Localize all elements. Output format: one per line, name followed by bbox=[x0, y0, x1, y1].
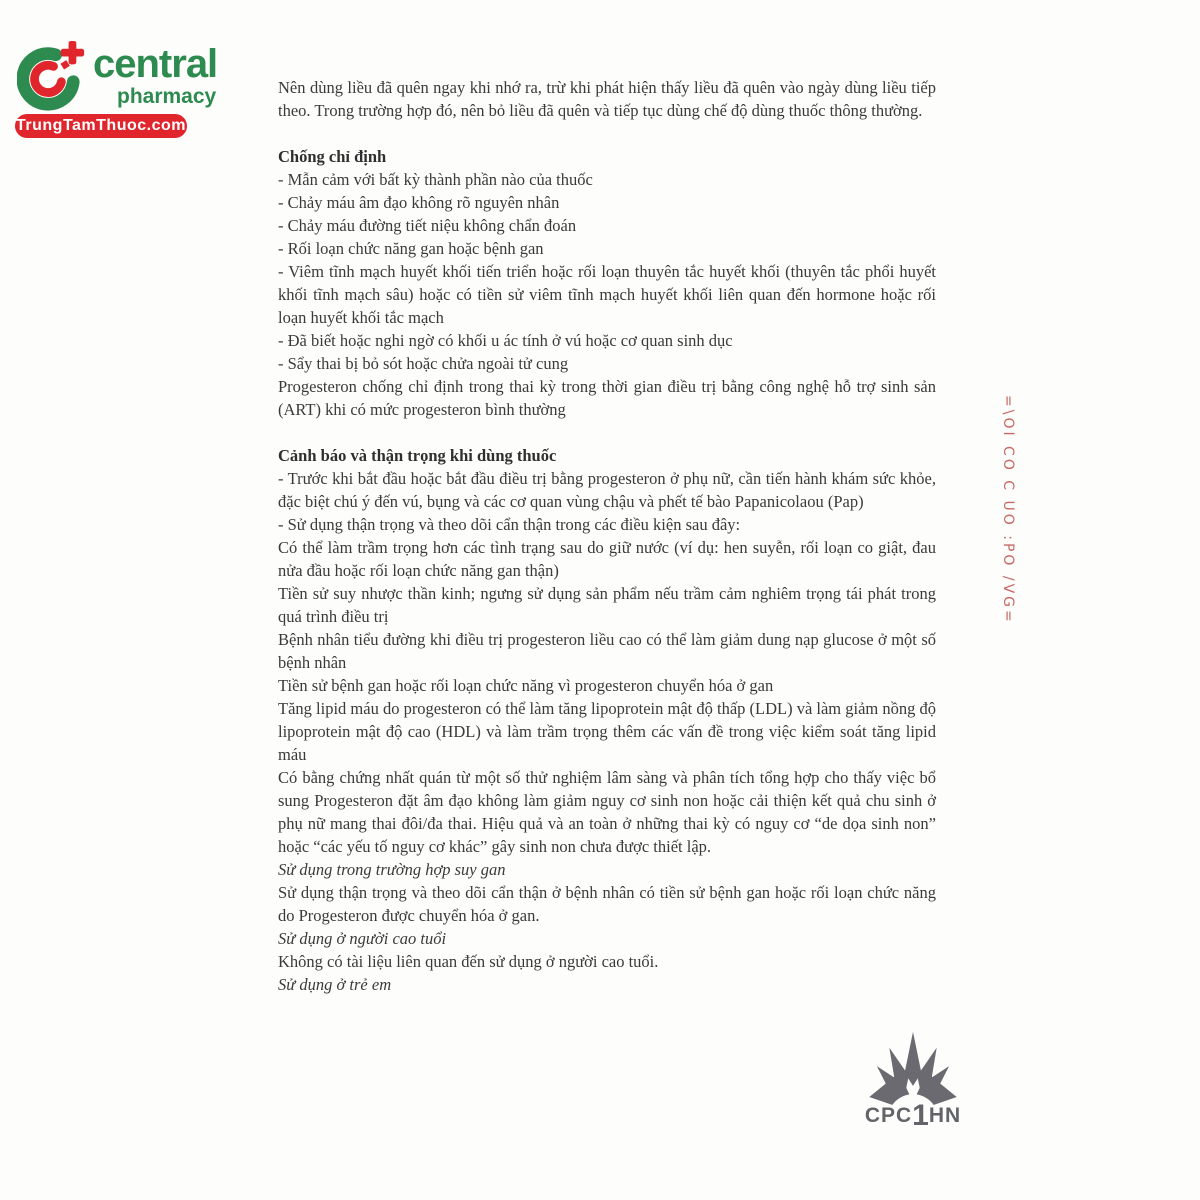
plus-icon bbox=[60, 41, 84, 70]
bullet-missed-abortion: - Sẩy thai bị bỏ sót hoặc chửa ngoài tử cung bbox=[278, 354, 569, 373]
heading-warnings: Cảnh báo và thận trọng khi dùng thuốc bbox=[278, 446, 557, 465]
bullet-hypersensitivity: - Mẫn cảm với bất kỳ thành phần nào của thuốc bbox=[278, 170, 593, 189]
subheading-children: Sử dụng ở trẻ em bbox=[278, 975, 392, 994]
red-stamp-fragment: =\OI CO C UO :PO /VG= bbox=[1000, 395, 1016, 625]
central-pharmacy-logo-icon bbox=[17, 40, 89, 112]
brand-subtitle: pharmacy bbox=[117, 85, 217, 108]
cpc1hn-logo bbox=[853, 1030, 973, 1131]
subheading-elderly: Sử dụng ở người cao tuổi bbox=[278, 929, 447, 948]
paragraph-art-contraindication: Progesteron chống chỉ định trong thai kỳ trong thời gian điều trị bằng công nghệ hỗ trợ sinh sản (ART) khi có mức progesteron bình thường bbox=[278, 377, 936, 419]
leaflet-text-column bbox=[278, 76, 936, 996]
bullet-thrombophlebitis: - Viêm tĩnh mạch huyết khối tiến triển hoặc rối loạn thuyên tắc huyết khối (thuyên tắc phổi huyết khối tĩnh mạch sâu) hoặc có tiền sử viêm tĩnh mạch huyết khối liên quan đến hormone hoặc rối loạn huyết khối tắc mạch bbox=[278, 262, 936, 327]
site-badge bbox=[15, 114, 187, 138]
cpc1hn-wordmark: CPC1HN bbox=[864, 1099, 962, 1132]
central-pharmacy-watermark bbox=[15, 38, 218, 140]
paragraph-hyperlipidemia: Tăng lipid máu do progesteron có thể làm tăng lipoprotein mật độ thấp (LDL) và làm giảm nồng độ lipoprotein mật độ cao (HDL) và làm trầm trọng thêm các vấn đề trong việc kiểm soát tăng lipid máu bbox=[278, 699, 937, 764]
bullet-pre-treatment-exam: - Trước khi bắt đầu hoặc bắt đầu điều trị bằng progesteron ở phụ nữ, cần tiến hành khám sức khỏe, đặc biệt chú ý đến vú, bụng và các cơ quan vùng chậu và phết tế bào Papanicolaou (Pap) bbox=[278, 469, 936, 511]
heading-contraindications: Chống chỉ định bbox=[278, 147, 387, 166]
paragraph-hepatic-caution: Sử dụng thận trọng và theo dõi cẩn thận ở bệnh nhân có tiền sử bệnh gan hoặc rối loạn chức năng do Progesteron được chuyển hóa ở gan. bbox=[278, 883, 936, 925]
cpc1hn-lotus-icon bbox=[857, 1030, 969, 1110]
site-badge-label: TrungTamThuoc.com bbox=[16, 117, 186, 134]
subheading-hepatic-impairment: Sử dụng trong trường hợp suy gan bbox=[278, 860, 506, 879]
paragraph-depression-history: Tiền sử suy nhược thần kinh; ngưng sử dụng sản phẩm nếu trầm cảm nghiêm trọng tái phát trong quá trình điều trị bbox=[278, 584, 936, 626]
bullet-vaginal-bleeding: - Chảy máu âm đạo không rõ nguyên nhân bbox=[278, 193, 560, 212]
bullet-liver-disorder: - Rối loạn chức năng gan hoặc bệnh gan bbox=[278, 239, 544, 258]
paragraph-diabetes: Bệnh nhân tiểu đường khi điều trị progesteron liều cao có thể làm giảm dung nạp glucose ở một số bệnh nhân bbox=[278, 630, 936, 672]
bullet-malignancy: - Đã biết hoặc nghi ngờ có khối u ác tính ở vú hoặc cơ quan sinh dục bbox=[278, 331, 733, 350]
bullet-urinary-bleeding: - Chảy máu đường tiết niệu không chẩn đoán bbox=[278, 216, 577, 235]
brand-name: central bbox=[93, 42, 218, 86]
paragraph-fluid-retention: Có thể làm trầm trọng hơn các tình trạng sau do giữ nước (ví dụ: hen suyễn, rối loạn co giật, đau nửa đầu hoặc rối loạn chức năng gan thận) bbox=[278, 538, 936, 580]
paragraph-missed-dose: Nên dùng liều đã quên ngay khi nhớ ra, trừ khi phát hiện thấy liều đã quên vào ngày dùng liều tiếp theo. Trong trường hợp đó, nên bỏ liều đã quên và tiếp tục dùng chế độ dùng thuốc thông thường. bbox=[278, 78, 936, 120]
bullet-use-caution: - Sử dụng thận trọng và theo dõi cẩn thận trong các điều kiện sau đây: bbox=[278, 515, 741, 534]
paragraph-liver-history: Tiền sử bệnh gan hoặc rối loạn chức năng vì progesteron chuyển hóa ở gan bbox=[278, 676, 774, 695]
paragraph-clinical-evidence: Có bằng chứng nhất quán từ một số thử nghiệm lâm sàng và phân tích tổng hợp cho thấy việc bổ sung Progesteron đặt âm đạo không làm giảm nguy cơ sinh non hoặc cải thiện kết quả chu sinh ở phụ nữ mang thai đôi/đa thai. Hiệu quả và an toàn ở những thai kỳ có nguy cơ “de dọa sinh non” hoặc “các yếu tố nguy cơ khác” gây sinh non chưa được thiết lập. bbox=[278, 768, 936, 856]
paragraph-elderly: Không có tài liệu liên quan đến sử dụng ở người cao tuổi. bbox=[278, 952, 659, 971]
